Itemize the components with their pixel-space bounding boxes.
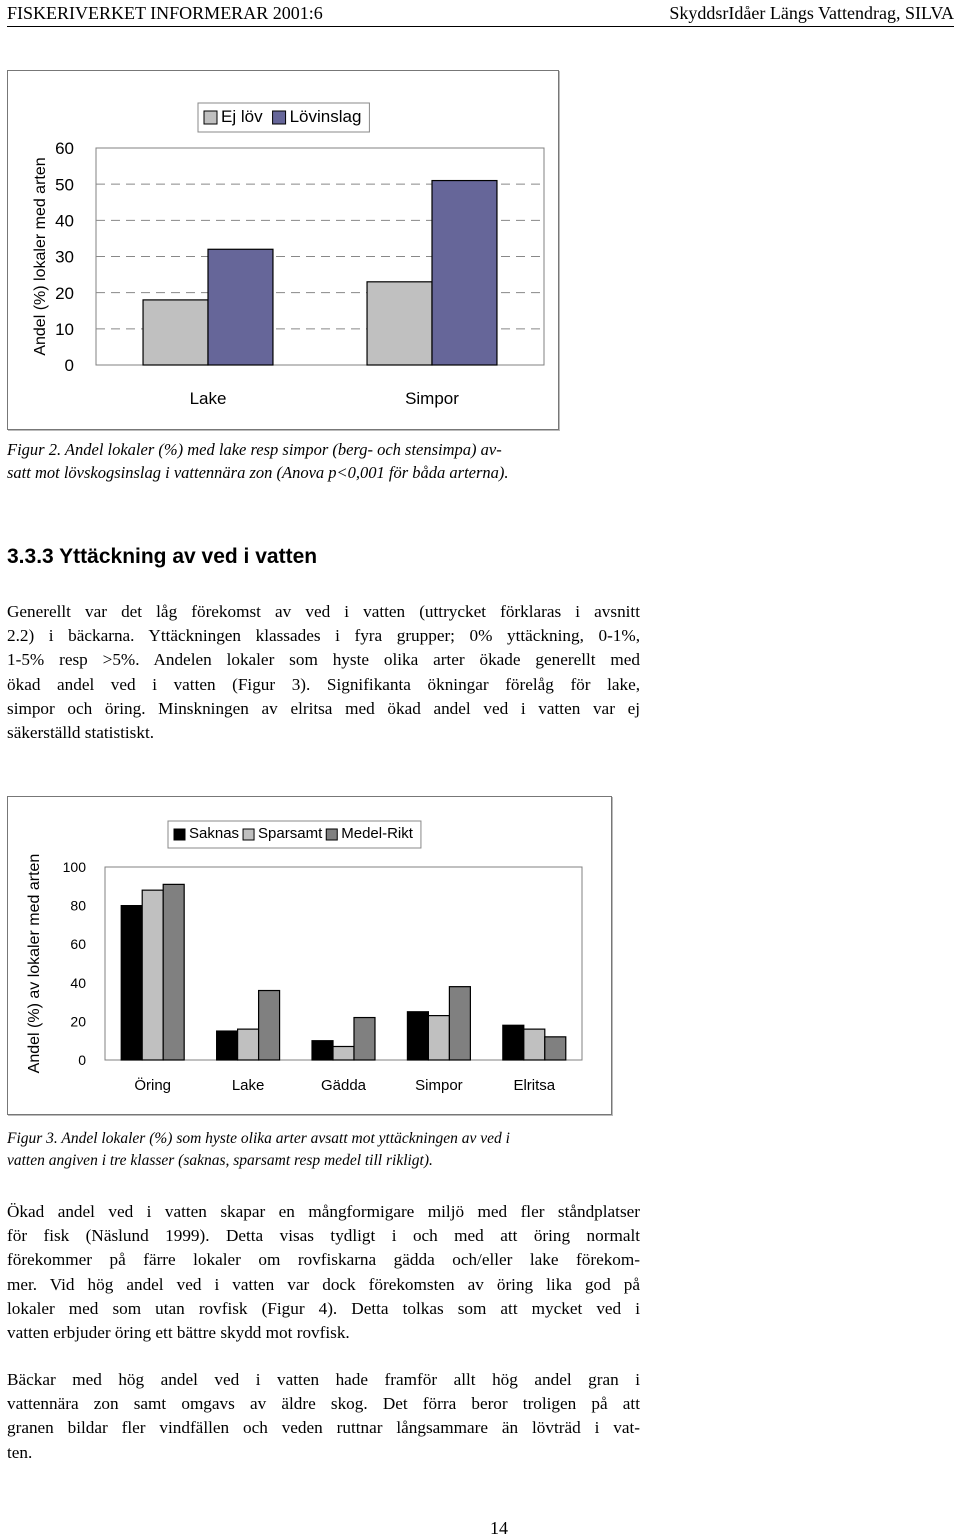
text-line: ten. [7,1442,33,1462]
legend-swatch [273,111,286,124]
bar [163,884,184,1060]
caption-line: Figur 2. Andel lokaler (%) med lake resp simpor (berg- och stensimpa) av- [7,440,502,459]
y-tick-label: 30 [55,247,74,267]
header-title: SkyddsrIdåer Längs Vattendrag, SILVA [669,3,954,23]
bar [432,181,497,365]
x-tick-label: Simpor [415,1077,463,1094]
bar [312,1041,333,1060]
bar [503,1025,524,1060]
caption-line: Figur 3. Andel lokaler (%) som hyste olika arter avsatt mot yttäckningen av ved i [7,1130,510,1147]
bar [259,991,280,1060]
legend-swatch [243,829,254,840]
text-line: för fisk (Näslund 1999). Detta visas tydligt i och med att öring normalt [7,1226,640,1246]
y-tick-label: 20 [70,1013,86,1030]
x-tick-label: Simpor [405,389,459,408]
legend-label: Ej löv [221,107,263,126]
text-line: 1-5% resp >5%. Andelen lokaler som hyste olika arter ökade generellt med [7,650,640,670]
legend-label: Lövinslag [289,107,362,126]
header-publication: FISKERIVERKET INFORMERAR 2001:6 [7,3,323,23]
bar [121,906,142,1060]
legend-swatch [326,829,337,840]
bar [143,300,208,365]
y-tick-label: 0 [78,1052,86,1069]
caption-line: satt mot lövskogsinslag i vattennära zon (Anova p<0,001 för båda arterna). [7,463,509,482]
text-line: ökad andel ved i vatten (Figur 3). Signifikanta ökningar förelåg för lake, [7,674,640,694]
x-tick-label: Elritsa [513,1077,556,1094]
text-line: mer. Vid hög andel ved i vatten var dock förekomsten av öring lika god på [7,1274,640,1294]
text-line: simpor och öring. Minskningen av elritsa med ökad andel ved i vatten var ej [7,698,640,718]
text-line: Generellt var det låg förekomst av ved i vatten (uttrycket förklaras i avsnitt [7,602,640,621]
y-tick-label: 20 [55,283,74,303]
bar [217,1031,238,1060]
figure-2-chart [7,70,559,430]
y-axis-label: Andel (%) av lokaler med arten [26,853,43,1074]
y-tick-label: 40 [70,974,86,991]
text-line: förekommer på färre lokaler om rovfiskarna gädda och/eller lake förekom- [7,1250,640,1270]
paragraph-1 [7,600,640,745]
y-tick-label: 100 [62,859,86,876]
bar [524,1029,545,1060]
legend-label: Sparsamt [258,825,323,842]
bar [407,1012,428,1060]
bar [238,1029,259,1060]
bar [449,987,470,1060]
paragraph-2 [7,1200,640,1345]
figure-2-caption [7,438,509,484]
figure-2-svg [8,71,558,429]
legend-swatch [204,111,217,124]
text-line: 2.2) i bäckarna. Yttäckningen klassades i fyra grupper; 0% yttäckning, 0-1%, [7,626,640,646]
paragraph-3 [7,1368,640,1465]
bar [354,1018,375,1060]
text-line: granen bildar fler vindfällen och veden ruttnar långsammare än lövträd i vat- [7,1418,640,1438]
x-tick-label: Lake [189,389,227,408]
figure-3-caption [7,1128,510,1172]
y-tick-label: 10 [55,319,74,339]
y-tick-label: 0 [64,356,74,376]
legend-label: Saknas [189,825,240,842]
text-line: lokaler med som utan rovfisk (Figur 4). Detta tolkas som att mycket ved i [7,1298,640,1318]
figure-3-svg [8,797,611,1114]
text-line: Ökad andel ved i vatten skapar en mångformigare miljö med fler ståndplatser [7,1202,640,1221]
y-axis-label: Andel (%) lokaler med arten [32,157,49,356]
page-header [7,0,954,27]
section-heading: 3.3.3 Yttäckning av ved i vatten [7,545,318,568]
y-tick-label: 50 [55,175,74,195]
bar [333,1046,354,1060]
legend-label: Medel-Rikt [341,825,413,842]
x-tick-label: Gädda [320,1077,367,1094]
figure-3-chart [7,796,612,1115]
y-tick-label: 60 [55,139,74,159]
y-tick-label: 40 [55,211,74,231]
text-line: vatten erbjuder öring ett bättre skydd mot rovfisk. [7,1323,350,1343]
y-tick-label: 80 [70,897,86,914]
bar [545,1037,566,1060]
text-line: vattennära zon samt omgavs av äldre skog. Det förra beror troligen på att [7,1394,640,1414]
x-tick-label: Öring [134,1077,172,1094]
bar [142,890,163,1060]
bar [367,282,432,365]
bar [428,1016,449,1060]
caption-line: vatten angiven i tre klasser (saknas, sparsamt resp medel till rikligt). [7,1152,433,1169]
x-tick-label: Lake [231,1077,265,1094]
page-number: 14 [490,1518,508,1538]
y-tick-label: 60 [70,936,86,953]
text-line: Bäckar med hög andel ved i vatten hade framför allt hög andel gran i [7,1370,640,1389]
bar [208,249,273,365]
text-line: säkerställd statistiskt. [7,723,155,743]
legend-swatch [174,829,185,840]
